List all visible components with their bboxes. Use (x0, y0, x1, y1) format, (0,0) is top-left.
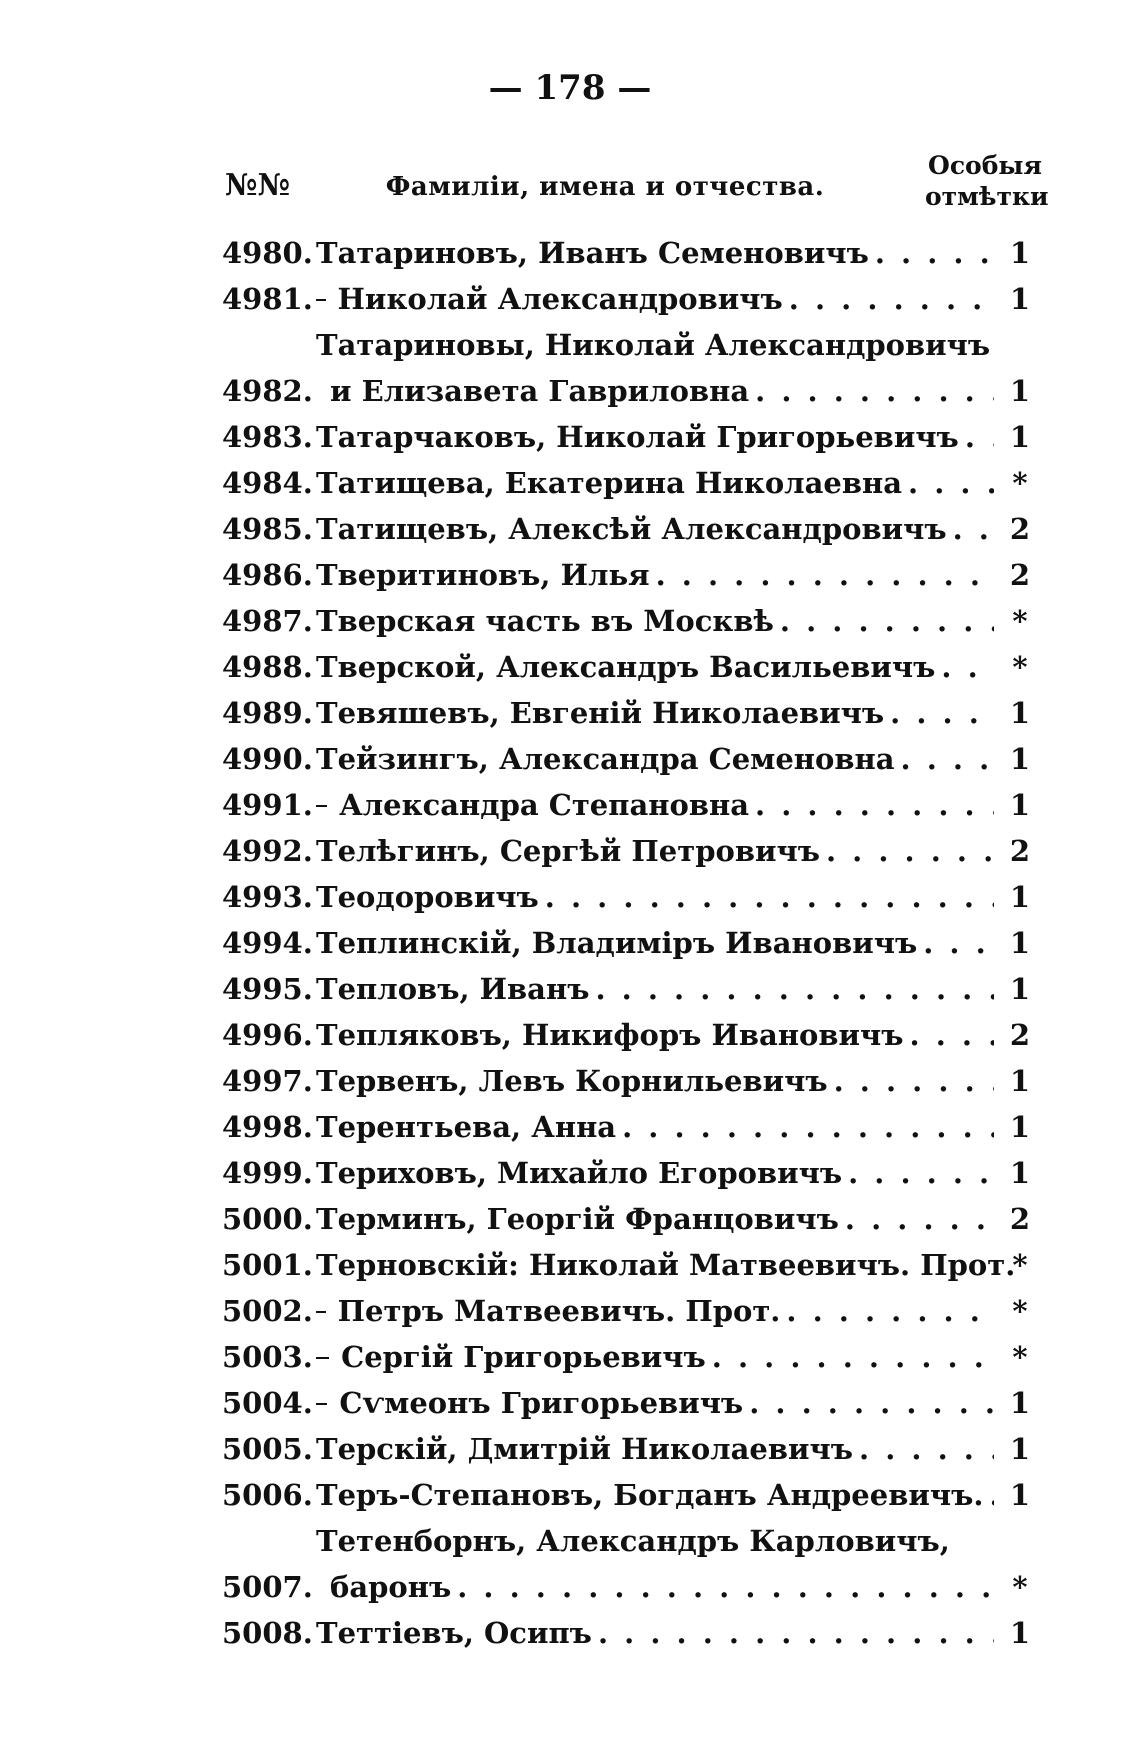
list-item (222, 690, 1040, 736)
list-item (222, 276, 1040, 322)
entry-line (316, 598, 1000, 644)
list-item (222, 1242, 1040, 1288)
entry-name: Терновскій: Николай Матвеевичъ. Прот. (316, 1248, 1016, 1282)
entry-body (316, 1518, 1000, 1610)
dot-leader (953, 506, 994, 552)
entry-number: 4981. (222, 282, 313, 316)
entry-body (316, 598, 1000, 644)
entry-number: 4989. (222, 696, 313, 730)
entry-line (316, 1380, 1000, 1426)
entry-body (316, 506, 1000, 552)
entry-number: 4998. (222, 1110, 313, 1144)
entry-line (316, 874, 1000, 920)
entry-line (316, 552, 1000, 598)
entry-body (316, 1058, 1000, 1104)
dot-leader (457, 1564, 994, 1610)
entry-body (316, 1610, 1000, 1656)
ditto-dash (316, 1311, 326, 1313)
entry-body (316, 644, 1000, 690)
list-item (222, 506, 1040, 552)
entry-line (316, 1610, 1000, 1656)
list-item (222, 1334, 1040, 1380)
entry-name: Тверитиновъ, Илья (316, 558, 650, 592)
entry-body (316, 460, 1000, 506)
entry-number: 4992. (222, 834, 313, 868)
list-item (222, 1518, 1040, 1610)
list-item (222, 1426, 1040, 1472)
entry-number: 4983. (222, 420, 313, 454)
entry-body (316, 322, 1000, 414)
entry-number: 4991. (222, 788, 313, 822)
entry-number: 5003. (222, 1340, 313, 1374)
entry-body (316, 414, 1000, 460)
entry-mark: 1 (1009, 1616, 1031, 1650)
header-notes-line1: Особыя (928, 151, 1042, 180)
list-item (222, 1610, 1040, 1656)
dot-leader (859, 1426, 994, 1472)
entry-mark: 1 (1009, 1156, 1031, 1190)
entry-mark: * (1012, 650, 1028, 684)
entry-mark: 1 (1009, 1478, 1031, 1512)
entry-number: 4999. (222, 1156, 313, 1190)
dot-leader (834, 1058, 994, 1104)
dot-leader (875, 230, 994, 276)
column-headers (215, 150, 1049, 230)
entry-line (316, 966, 1000, 1012)
dot-leader (989, 1472, 994, 1518)
dot-leader (712, 1334, 994, 1380)
list-item (222, 230, 1040, 276)
dot-leader (780, 598, 994, 644)
entry-number: 4985. (222, 512, 313, 546)
entry-name: Теръ-Степановъ, Богданъ Андреевичъ. (316, 1478, 984, 1512)
entry-name: Николай Александровичъ (337, 282, 783, 316)
entry-mark: 1 (1009, 1110, 1031, 1144)
entry-line (316, 1242, 1016, 1288)
entry-line (316, 322, 1000, 368)
list-item (222, 828, 1040, 874)
list-item (222, 644, 1040, 690)
entry-name: Татищева, Екатерина Николаевна (316, 466, 903, 500)
dot-leader (789, 276, 994, 322)
list-item (222, 1104, 1040, 1150)
entry-name: Александра Степановна (339, 788, 749, 822)
entry-name: Тевяшевъ, Евгеній Николаевичъ (316, 696, 885, 730)
entry-name: Терентьева, Анна (316, 1110, 617, 1144)
entry-body (316, 920, 1000, 966)
entry-mark: 1 (1009, 880, 1031, 914)
entry-mark: 2 (1009, 1202, 1031, 1236)
ditto-dash (316, 805, 327, 807)
entry-name: Татарчаковъ, Николай Григорьевичъ (316, 420, 959, 454)
list-item (222, 598, 1040, 644)
header-number-label: №№ (225, 168, 291, 203)
dot-leader (755, 368, 994, 414)
list-item (222, 736, 1040, 782)
entry-mark: 1 (1009, 1064, 1031, 1098)
entry-body (316, 828, 1000, 874)
dot-leader (622, 1104, 994, 1150)
entry-mark: 2 (1009, 834, 1031, 868)
entry-mark: 1 (1009, 236, 1031, 270)
entry-mark: * (1012, 1340, 1028, 1374)
entry-body (316, 1426, 1000, 1472)
entry-name: баронъ (330, 1570, 452, 1604)
entries-list (222, 230, 1040, 1656)
entry-line (316, 1058, 1000, 1104)
entry-line (316, 1518, 1000, 1564)
list-item (222, 1288, 1040, 1334)
entry-mark: 1 (1009, 788, 1031, 822)
entry-mark: 2 (1009, 512, 1031, 546)
entry-line (316, 828, 1000, 874)
entry-number: 4987. (222, 604, 313, 638)
entry-name: Татищевъ, Алексѣй Александровичъ (316, 512, 947, 546)
entry-body (316, 1012, 1000, 1058)
entry-body (316, 1242, 1016, 1288)
entry-number: 4990. (222, 742, 313, 776)
list-item (222, 920, 1040, 966)
entry-name: Теттіевъ, Осипъ (316, 1616, 592, 1650)
entry-number: 4995. (222, 972, 313, 1006)
entry-number: 4986. (222, 558, 313, 592)
entry-line (316, 276, 1000, 322)
entry-line (316, 1196, 1000, 1242)
entry-mark: 1 (1009, 926, 1031, 960)
entry-mark: 1 (1009, 1386, 1031, 1420)
entry-body (316, 1380, 1000, 1426)
page-number: — 178 — (488, 68, 652, 108)
entry-mark: 1 (1009, 374, 1031, 408)
list-item (222, 874, 1040, 920)
entry-name: Терминъ, Георгій Францовичъ (316, 1202, 839, 1236)
entry-number: 5002. (222, 1294, 313, 1328)
entry-mark: 1 (1009, 742, 1031, 776)
entry-line (316, 1104, 1000, 1150)
entry-number: 4984. (222, 466, 313, 500)
entry-name: Татариновъ, Иванъ Семеновичъ (316, 236, 869, 270)
entry-name: Тверской, Александръ Васильевичъ (316, 650, 936, 684)
dot-leader (755, 782, 994, 828)
entry-body (316, 736, 1000, 782)
entry-body (316, 1150, 1000, 1196)
entry-mark: 1 (1009, 282, 1031, 316)
entry-name: Териховъ, Михайло Егоровичъ (316, 1156, 843, 1190)
entry-line (316, 782, 1000, 828)
entry-line (316, 368, 1000, 414)
entry-name: Петръ Матвеевичъ. Прот. (337, 1294, 781, 1328)
list-item (222, 460, 1040, 506)
entry-line (316, 1150, 1000, 1196)
entry-body (316, 1472, 1000, 1518)
entry-mark: 1 (1009, 420, 1031, 454)
entry-body (316, 276, 1000, 322)
dot-leader (941, 644, 994, 690)
entry-body (316, 1104, 1000, 1150)
entry-name: Теодоровичъ (316, 880, 539, 914)
entry-name: Теплинскій, Владиміръ Ивановичъ (316, 926, 918, 960)
dot-leader (910, 1012, 994, 1058)
entry-line (316, 1472, 1000, 1518)
header-names-label: Фамиліи, имена и отчества. (385, 172, 825, 202)
entry-name: и Елизавета Гавриловна (330, 374, 750, 408)
list-item (222, 552, 1040, 598)
dot-leader (901, 736, 994, 782)
dot-leader (890, 690, 994, 736)
entry-line (316, 230, 1000, 276)
entry-name: Сѵмеонъ Григорьевичъ (339, 1386, 744, 1420)
entry-name: Татариновы, Николай Александровичъ (316, 328, 991, 362)
header-notes-line2: отмѣтки (925, 182, 1049, 212)
entry-number: 5007. (222, 1570, 313, 1604)
dot-leader (786, 1288, 994, 1334)
dot-leader (749, 1380, 994, 1426)
entry-mark: 2 (1009, 558, 1031, 592)
entry-body (316, 1196, 1000, 1242)
entry-mark: 1 (1009, 1432, 1031, 1466)
entry-body (316, 1288, 1000, 1334)
entry-line (316, 644, 1000, 690)
list-item (222, 782, 1040, 828)
ditto-dash (316, 1403, 327, 1405)
entry-body (316, 874, 1000, 920)
entry-name: Телѣгинъ, Сергѣй Петровичъ (316, 834, 820, 868)
list-item (222, 1196, 1040, 1242)
dot-leader (845, 1196, 994, 1242)
dot-leader (908, 460, 994, 506)
entry-number: 5008. (222, 1616, 313, 1650)
dot-leader (598, 1610, 994, 1656)
entry-number: 5006. (222, 1478, 313, 1512)
entry-body (316, 1334, 1000, 1380)
entry-line (316, 460, 1000, 506)
list-item (222, 414, 1040, 460)
entry-mark: 1 (1009, 696, 1031, 730)
list-item (222, 1472, 1040, 1518)
entry-number: 4996. (222, 1018, 313, 1052)
entry-number: 5001. (222, 1248, 313, 1282)
list-item (222, 966, 1040, 1012)
entry-number: 5000. (222, 1202, 313, 1236)
entry-mark: * (1012, 1248, 1028, 1282)
entry-name: Тепловъ, Иванъ (316, 972, 590, 1006)
entry-name: Тервенъ, Левъ Корнильевичъ (316, 1064, 828, 1098)
entry-line (316, 506, 1000, 552)
dot-leader (826, 828, 994, 874)
entry-mark: * (1012, 1570, 1028, 1604)
entry-name: Тетенборнъ, Александръ Карловичъ, (316, 1524, 950, 1558)
entry-mark: * (1012, 604, 1028, 638)
dot-leader (595, 966, 994, 1012)
list-item (222, 1150, 1040, 1196)
entry-line (316, 1564, 1000, 1610)
entry-mark: 1 (1009, 972, 1031, 1006)
entry-name: Терскій, Дмитрій Николаевичъ (316, 1432, 853, 1466)
entry-number: 5004. (222, 1386, 313, 1420)
entry-line (316, 690, 1000, 736)
entry-number: 4997. (222, 1064, 313, 1098)
dot-leader (965, 414, 994, 460)
entry-line (316, 1288, 1000, 1334)
header-notes-label (925, 150, 1049, 213)
entry-body (316, 230, 1000, 276)
entry-number: 4993. (222, 880, 313, 914)
entry-number: 5005. (222, 1432, 313, 1466)
entry-body (316, 690, 1000, 736)
dot-leader (545, 874, 994, 920)
entry-number: 4980. (222, 236, 313, 270)
entry-line (316, 1334, 1000, 1380)
list-item (222, 1058, 1040, 1104)
entry-mark: * (1012, 1294, 1028, 1328)
entry-line (316, 1426, 1000, 1472)
list-item (222, 1012, 1040, 1058)
entry-body (316, 782, 1000, 828)
entry-mark: 2 (1009, 1018, 1031, 1052)
entry-name: Тепляковъ, Никифоръ Ивановичъ (316, 1018, 904, 1052)
entry-body (316, 966, 1000, 1012)
entry-mark: * (1012, 466, 1028, 500)
dot-leader (848, 1150, 994, 1196)
entry-line (316, 1012, 1000, 1058)
dot-leader (656, 552, 994, 598)
ditto-dash (316, 1357, 329, 1359)
ditto-dash (316, 299, 326, 301)
entry-name: Сергій Григорьевичъ (341, 1340, 706, 1374)
entry-line (316, 414, 1000, 460)
entry-name: Тверская часть въ Москвѣ (316, 604, 774, 638)
entry-number: 4982. (222, 374, 313, 408)
entry-number: 4994. (222, 926, 313, 960)
entry-line (316, 920, 1000, 966)
entry-line (316, 736, 1000, 782)
entry-body (316, 552, 1000, 598)
entry-name: Тейзингъ, Александра Семеновна (316, 742, 895, 776)
list-item (222, 322, 1040, 414)
entry-number: 4988. (222, 650, 313, 684)
dot-leader (923, 920, 994, 966)
list-item (222, 1380, 1040, 1426)
